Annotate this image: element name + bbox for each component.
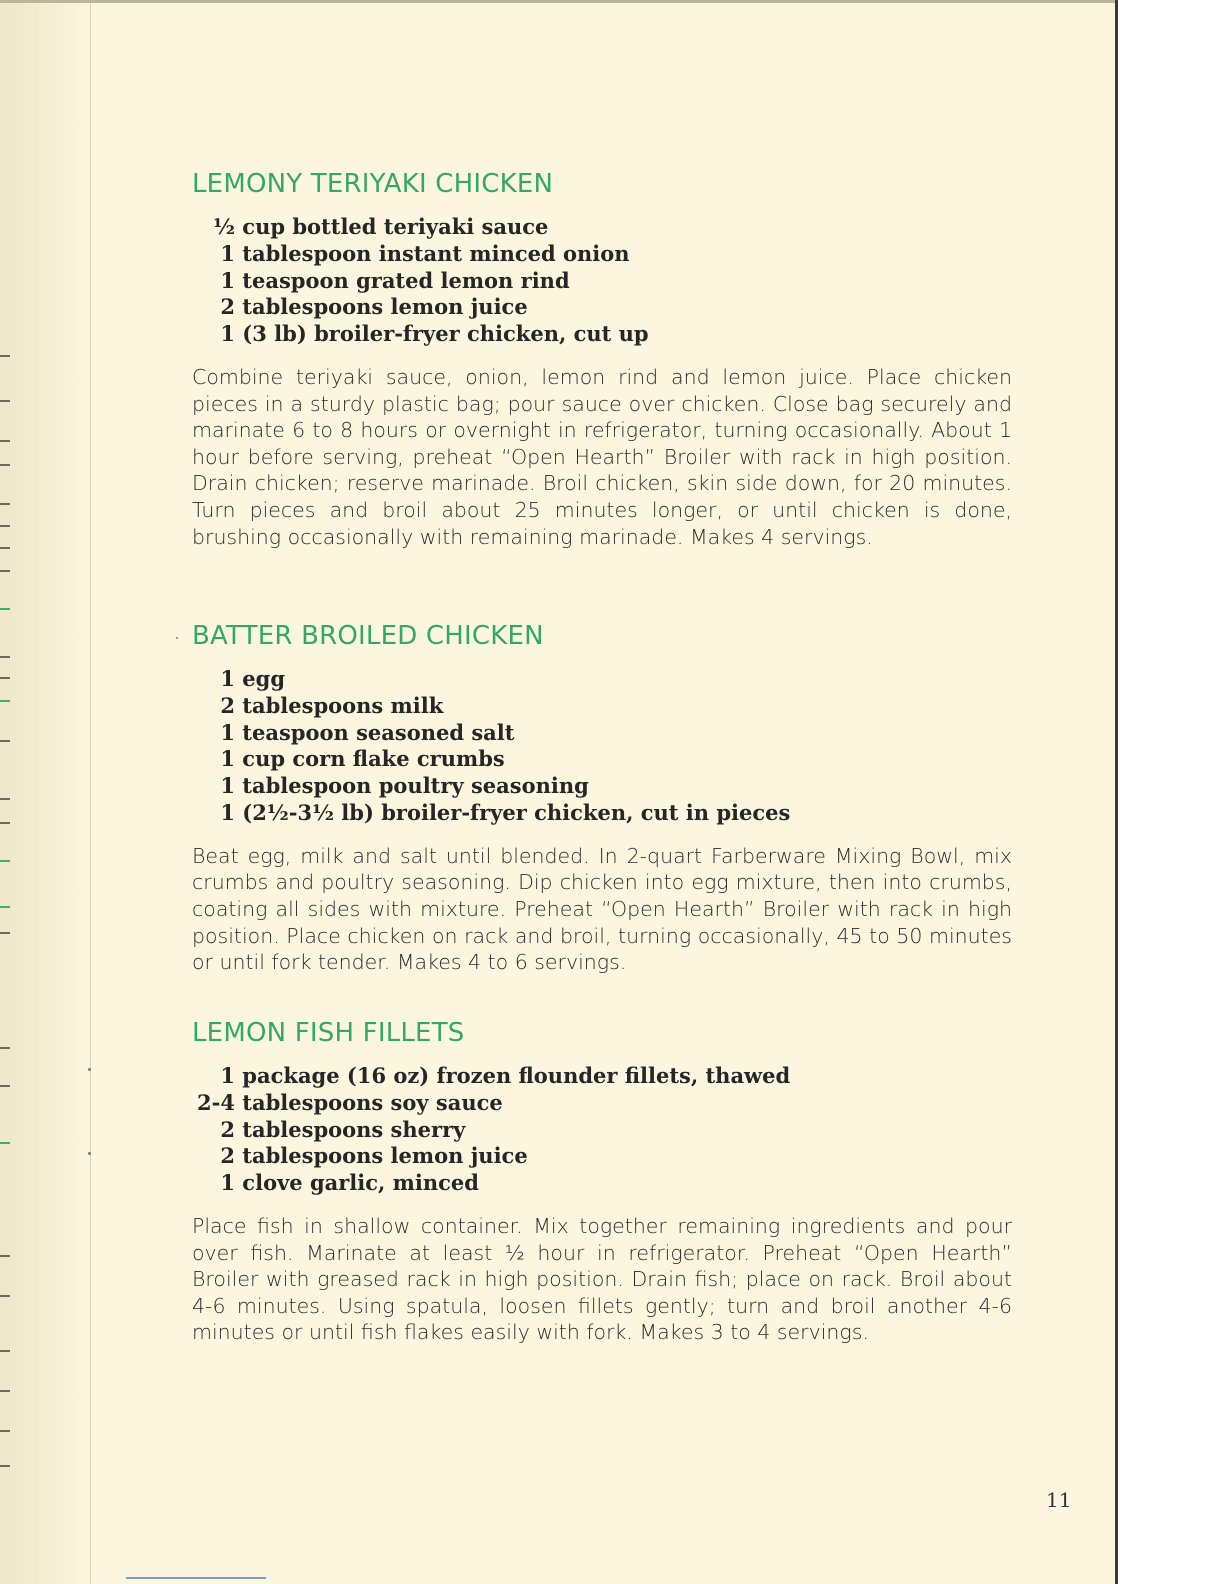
page-edge-tick: [0, 608, 10, 610]
page-edge-tick: [0, 355, 10, 357]
page-edge-tick: [0, 547, 10, 549]
page-edge-tick: [0, 677, 10, 679]
ingredient-text: tablespoon instant minced onion: [235, 240, 630, 266]
ingredient-quantity: 2: [220, 294, 235, 320]
ingredient-text: tablespoons lemon juice: [235, 294, 528, 320]
ingredient-item: [192, 666, 1012, 693]
ingredient-text: tablespoons soy sauce: [235, 1089, 503, 1115]
page-edge-tick: [0, 860, 10, 862]
ingredient-quantity: 1: [220, 799, 235, 825]
ingredient-item: [192, 268, 1012, 295]
page-edge-tick: [0, 464, 10, 466]
page-edge-tick: [0, 700, 10, 702]
ingredient-quantity: 1: [220, 267, 235, 293]
page-edge-tick: [0, 1465, 10, 1467]
page-number: 11: [1046, 1488, 1072, 1512]
page-edge-tick: [0, 1350, 10, 1352]
ingredient-quantity: 1: [220, 773, 235, 799]
ingredient-quantity: 1: [220, 321, 235, 347]
page-edge-tick: [0, 1085, 10, 1087]
page-edge-tick: [0, 440, 10, 442]
recipe-title: BATTER BROILED CHICKEN: [192, 621, 544, 651]
recipe-title: LEMON FISH FILLETS: [192, 1018, 465, 1048]
ingredient-text: cup corn flake crumbs: [235, 746, 505, 772]
ingredient-text: teaspoon grated lemon rind: [235, 267, 570, 293]
page-top-edge: [0, 0, 1118, 3]
ingredient-item: [192, 720, 1012, 747]
ingredient-quantity: 1: [220, 746, 235, 772]
page-edge-tick: [0, 525, 10, 527]
ingredient-text: clove garlic, minced: [235, 1170, 479, 1196]
binding-gutter: [0, 0, 92, 1584]
ingredient-quantity: 1: [220, 1063, 235, 1088]
ingredient-quantity: 1: [220, 719, 235, 745]
page-edge-tick: [0, 1430, 10, 1432]
ingredient-text: (3 lb) broiler-fryer chicken, cut up: [235, 321, 649, 347]
ingredient-list: [192, 1063, 1012, 1197]
stray-mark: [176, 637, 178, 639]
ingredient-quantity: 1: [220, 1170, 235, 1196]
ingredient-item: [192, 1063, 1012, 1090]
ingredient-item: [192, 693, 1012, 720]
ingredient-text: tablespoons milk: [235, 692, 444, 718]
ingredient-list: [192, 214, 1012, 348]
ingredient-text: teaspoon seasoned salt: [235, 719, 515, 745]
page-edge-tick: [0, 1047, 10, 1049]
ingredient-quantity: 1: [220, 240, 235, 266]
recipe-title: LEMONY TERIYAKI CHICKEN: [192, 169, 554, 199]
ingredient-text: cup bottled teriyaki sauce: [235, 214, 549, 239]
page-edge-tick: [0, 1390, 10, 1392]
ingredient-text: tablespoon poultry seasoning: [235, 773, 589, 799]
ingredient-item: [192, 1117, 1012, 1144]
page-edge-tick: [0, 1142, 10, 1144]
ingredient-item: [192, 800, 1012, 827]
page-edge-tick: [0, 1255, 10, 1257]
ingredient-item: [192, 1143, 1012, 1170]
ingredient-item: [192, 294, 1012, 321]
recipe-directions: Beat egg, milk and salt until blended. In 2-quart Farberware Mixing Bowl, mix crumbs and poultry seasoning. Dip chicken into egg mixture, then into crumbs, coating all sides with mixture. Preheat “Open Hearth” Broiler with rack in high position. Place chicken on rack and broil, turning occasionally, 45 to 50 minutes or until fork tender. Makes 4 to 6 servings.: [192, 843, 1012, 975]
ingredient-item: [192, 1170, 1012, 1197]
page-edge-tick: [0, 400, 10, 402]
ingredient-text: tablespoons sherry: [235, 1116, 466, 1142]
ingredient-quantity: 1: [220, 666, 235, 691]
ingredient-quantity: ½: [213, 214, 235, 239]
ingredient-quantity: 2: [220, 692, 235, 718]
ingredient-item: [192, 773, 1012, 800]
ingredient-item: [192, 746, 1012, 773]
ingredient-quantity: 2: [220, 1116, 235, 1142]
recipe-directions: Place fish in shallow container. Mix together remaining ingredients and pour over fish. Marinate at least ½ hour in refrigerator. Preheat “Open Hearth” Broiler with greased rack in high position. Drain fish; place on rack. Broil about 4-6 minutes. Using spatula, loosen fillets gently; turn and broil another 4-6 minutes or until fish flakes easily with fork. Makes 3 to 4 servings.: [192, 1213, 1012, 1345]
page-edge-tick: [0, 822, 10, 824]
ingredient-item: [192, 214, 1012, 241]
ingredient-text: package (16 oz) frozen flounder fillets, thawed: [235, 1063, 791, 1088]
recipe-batter-broiled-chicken: [192, 620, 1012, 976]
page-edge-tick: [0, 798, 10, 800]
page-edge-tick: [0, 1295, 10, 1297]
ingredient-quantity: 2: [220, 1143, 235, 1169]
binding-hole: [88, 1152, 91, 1155]
page-edge-tick: [0, 740, 10, 742]
page-edge-tick: [0, 656, 10, 658]
ingredient-text: egg: [235, 666, 286, 691]
ingredient-item: [192, 1090, 1012, 1117]
page-edge-tick: [0, 906, 10, 908]
page-edge-tick: [0, 932, 10, 934]
ingredient-list: [192, 666, 1012, 827]
bottom-edge-rule: [126, 1577, 266, 1579]
ingredient-item: [192, 241, 1012, 268]
recipe-lemon-fish-fillets: [192, 1017, 1012, 1346]
page-edge-tick: [0, 570, 10, 572]
recipe-directions: Combine teriyaki sauce, onion, lemon rind and lemon juice. Place chicken pieces in a sturdy plastic bag; pour sauce over chicken. Close bag securely and marinate 6 to 8 hours or overnight in refrigerator, turning occasionally. About 1 hour before serving, preheat “Open Hearth” Broiler with rack in high position. Drain chicken; reserve marinade. Broil chicken, skin side down, for 20 minutes. Turn pieces and broil about 25 minutes longer, or until chicken is done, brushing occasionally with remaining marinade. Makes 4 servings.: [192, 364, 1012, 549]
page-edge-tick: [0, 503, 10, 505]
gutter-crease: [90, 0, 91, 1584]
ingredient-quantity: 2-4: [197, 1089, 235, 1115]
ingredient-text: (2½-3½ lb) broiler-fryer chicken, cut in pieces: [235, 799, 791, 825]
ingredient-item: [192, 321, 1012, 348]
ingredient-text: tablespoons lemon juice: [235, 1143, 528, 1169]
recipe-lemony-teriyaki-chicken: [192, 168, 1012, 550]
binding-hole: [88, 1068, 91, 1071]
